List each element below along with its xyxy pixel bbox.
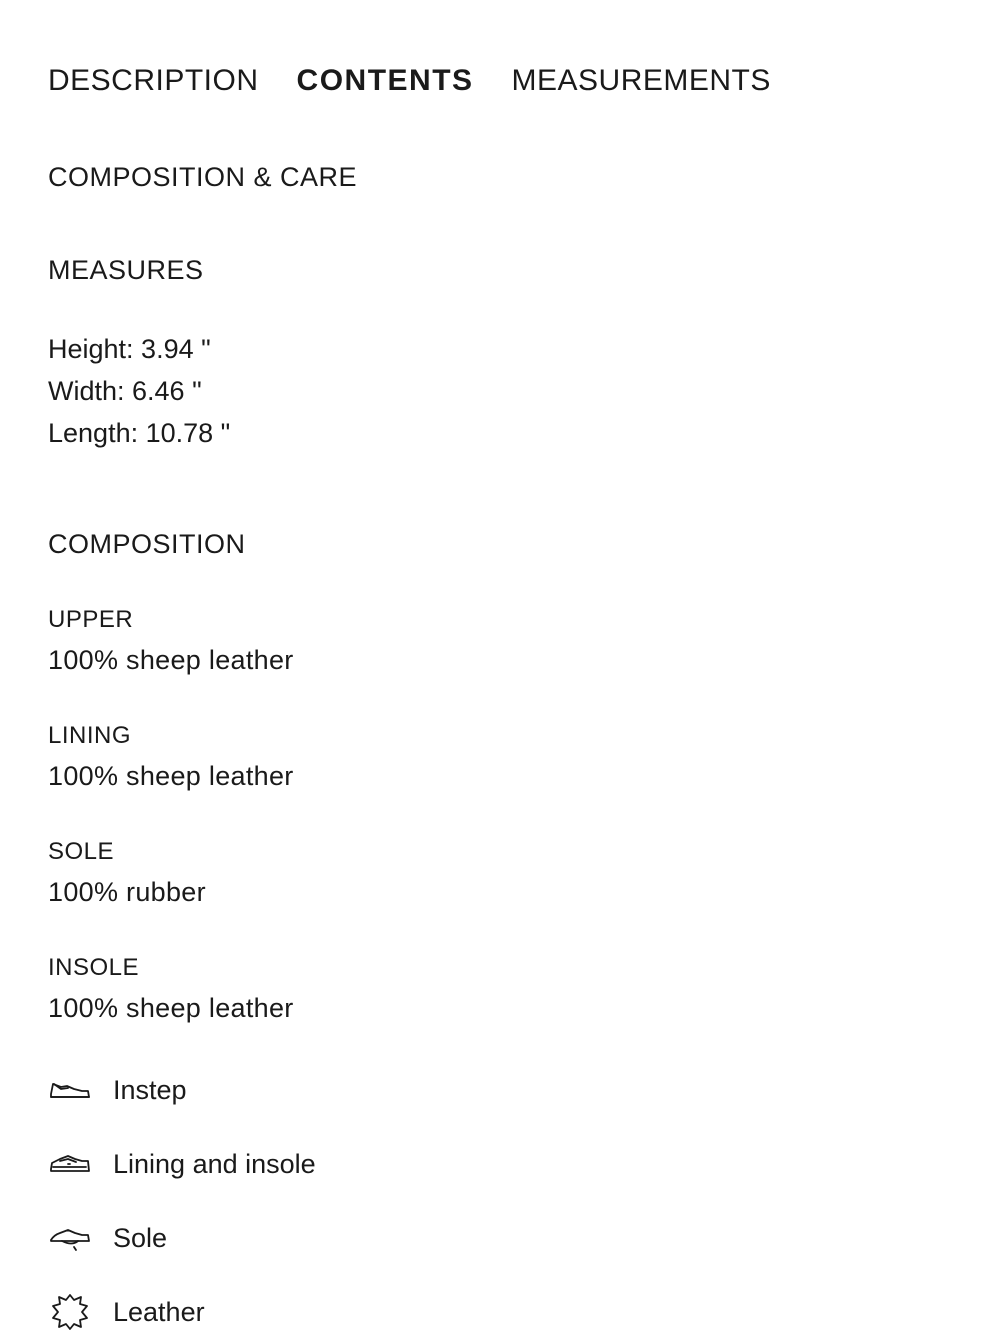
tab-description[interactable]: DESCRIPTION [48, 64, 259, 97]
care-item-label: Leather [113, 1297, 205, 1327]
care-item-label: Instep [113, 1075, 187, 1105]
care-item-leather [48, 1290, 205, 1334]
care-item-label: Sole [113, 1223, 168, 1253]
shoe-sole-icon [48, 1218, 92, 1258]
composition-insole-value: 100% sheep leather [48, 993, 294, 1023]
composition-insole-label: INSOLE [48, 954, 140, 981]
care-item-instep [48, 1068, 187, 1112]
composition-heading: COMPOSITION [48, 529, 246, 559]
care-item-lining-insole [48, 1142, 316, 1186]
composition-lining-label: LINING [48, 722, 132, 749]
leather-hide-icon [48, 1292, 92, 1332]
composition-sole-value: 100% rubber [48, 877, 206, 907]
measure-height: Height: 3.94 " [48, 334, 211, 364]
composition-upper-label: UPPER [48, 606, 134, 633]
tab-bar [48, 62, 771, 100]
composition-upper-value: 100% sheep leather [48, 645, 294, 675]
composition-care-heading: COMPOSITION & CARE [48, 162, 358, 192]
shoe-lining-icon [48, 1144, 92, 1184]
tab-measurements[interactable]: MEASUREMENTS [511, 64, 771, 97]
measures-heading: MEASURES [48, 255, 204, 285]
shoe-instep-icon [48, 1070, 92, 1110]
measure-width: Width: 6.46 " [48, 376, 202, 406]
measure-length: Length: 10.78 " [48, 418, 231, 448]
care-item-sole [48, 1216, 167, 1260]
care-item-label: Lining and insole [113, 1149, 316, 1179]
composition-lining-value: 100% sheep leather [48, 761, 294, 791]
tab-contents[interactable]: CONTENTS [296, 64, 474, 97]
composition-sole-label: SOLE [48, 838, 115, 865]
